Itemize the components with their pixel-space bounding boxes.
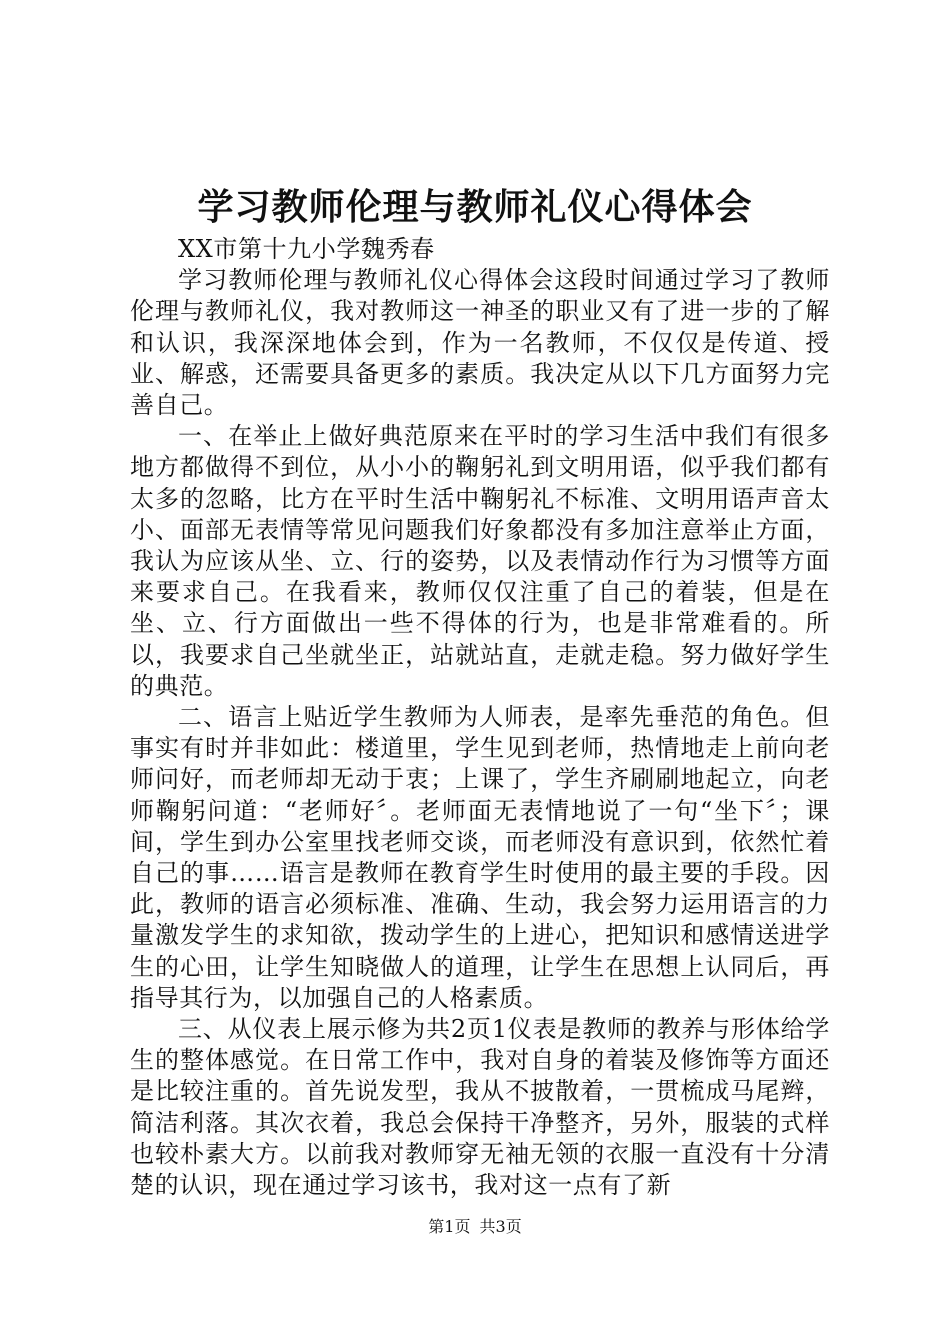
- document-body: [130, 234, 830, 1201]
- paragraph-section-3: 三、从仪表上展示修为共2页1仪表是教师的教养与形体给学生的整体感觉。在日常工作中，我对自身的着装及修饰等方面还是比较注重的。首先说发型，我从不披散着，一贯梳成马尾辫，简洁利落。其次衣着，我总会保持干净整齐，另外，服装的式样也较朴素大方。以前我对教师穿无袖无领的衣服一直没有十分清楚的认识，现在通过学习该书，我对这一点有了新: [130, 1015, 830, 1200]
- author-line: XX市第十九小学魏秀春: [178, 235, 435, 263]
- paragraph-intro: 学习教师伦理与教师礼仪心得体会这段时间通过学习了教师伦理与教师礼仪，我对教师这一神圣的职业又有了进一步的了解和认识，我深深地体会到，作为一名教师，不仅仅是传道、授业、解惑，还需要具备更多的素质。我决定从以下几方面努力完善自己。: [130, 266, 830, 420]
- paragraph-section-1: 一、在举止上做好典范原来在平时的学习生活中我们有很多地方都做得不到位，从小小的鞠躬礼到文明用语，似乎我们都有太多的忽略，比方在平时生活中鞠躬礼不标准、文明用语声音太小、面部无表情等常见问题我们好象都没有多加注意举止方面，我认为应该从坐、立、行的姿势，以及表情动作行为习惯等方面来要求自己。在我看来，教师仅仅注重了自己的着装，但是在坐、立、行方面做出一些不得体的行为，也是非常难看的。所以，我要求自己坐就坐正，站就站直，走就走稳。努力做好学生的典范。: [130, 422, 830, 700]
- page-indicator: 第1页 共3页: [428, 1217, 522, 1236]
- paragraph-section-2: 二、语言上贴近学生教师为人师表，是率先垂范的角色。但事实有时并非如此：楼道里，学生见到老师，热情地走上前向老师问好，而老师却无动于衷；上课了，学生齐刷刷地起立，向老师鞠躬问道：“老师好〞。老师面无表情地说了一句“坐下〞；课间，学生到办公室里找老师交谈，而老师没有意识到，依然忙着自己的事……语言是教师在教育学生时使用的最主要的手段。因此，教师的语言必须标准、准确、生动，我会努力运用语言的力量激发学生的求知欲，拨动学生的上进心，把知识和感情送进学生的心田，让学生知晓做人的道理，让学生在思想上认同后，再指导其行为，以加强自己的人格素质。: [130, 703, 830, 1012]
- document-title: 学习教师伦理与教师礼仪心得体会: [197, 187, 753, 228]
